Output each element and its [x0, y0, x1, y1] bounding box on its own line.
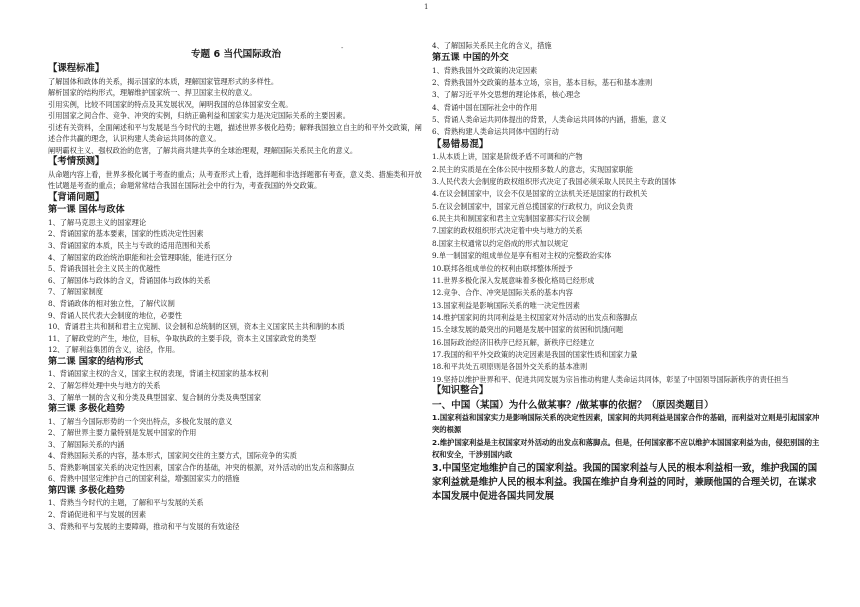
page-number: 1	[424, 3, 429, 11]
lesson-item: 2、了解怎样处理中央与地方的关系	[48, 380, 161, 390]
knowledge-question: 一、中国（某国）为什么做某事？/做某事的依据？（原因类题目）	[432, 399, 714, 411]
lesson-item: 2、背诵国家的基本要素，国家的性质决定性因素	[48, 229, 204, 239]
mistake-item: 3.人民代表大会制度的政权组织形式决定了我国必须采取人民民主专政的国体	[432, 177, 677, 187]
lesson-item: 5、背熟影响国家关系的决定性因素，国家合作的基础，冲突的根源，对外活动的出发点和落脚点	[48, 462, 355, 472]
lesson-item: 3、背诵国家的本质，民主与专政的适用范围和关系	[48, 240, 211, 250]
mistake-item: 10.联邦各组成单位的权利由联邦整体所授予	[432, 263, 573, 273]
lesson-item: 12、了解利益集团的含义，途径，作用。	[48, 345, 180, 355]
lesson-heading: 第四课 多极化趋势	[48, 485, 125, 497]
exam-forecast-text: 从命题内容上看，世界多极化属于考查的重点；从考查形式上看，选择题和非选择题都有考查，意义类、措施类和开放性试题是考查的重点；命题常常结合我国在国际社会中的行为，考查我国的外交政策。	[48, 169, 422, 191]
course-standard-heading: 【课程标准】	[48, 63, 105, 74]
lesson-item: 11、了解政党的产生，地位，目标，争取执政的主要手段，资本主义国家政党的类型	[48, 333, 316, 343]
exam-forecast-heading: 【考情预测】	[48, 156, 105, 168]
lesson-item: 6、了解国体与政体的含义，背诵国体与政体的关系	[48, 275, 211, 285]
mistake-item: 8.国家主权通常以约定俗成的形式加以规定	[432, 238, 569, 248]
lesson-item: 4、了解国家的政治统治职能和社会管理职能，能进行区分	[48, 252, 233, 262]
lesson-item: 1、背熟我国外交政策的决定因素	[432, 65, 538, 75]
mistake-item: 9.单一制国家的组成单位是享有相对主权的完整政治实体	[432, 251, 612, 261]
lesson-heading: 第三课 多极化趋势	[48, 403, 125, 415]
mistake-item: 15.全球发展的最突出的问题是发展中国家的贫困和饥饿问题	[432, 325, 624, 335]
mistake-item: 16.国际政治经济旧秩序已经瓦解，新秩序已经建立	[432, 337, 595, 347]
standard-line: 了解国体和政体的关系，揭示国家的本质，理解国家管理形式的多样性。	[48, 76, 279, 86]
lesson-item: 9、背诵人民代表大会制度的地位，必要性	[48, 310, 182, 320]
knowledge-point: 2.维护国家利益是主权国家对外活动的出发点和落脚点。但是，任何国家都不应以维护本国国家利益为由，侵犯别国的主权和安全，干涉别国内政	[432, 437, 820, 460]
lesson-item: 4、了解国际关系民主化的含义，措施	[432, 41, 552, 50]
course-standard-list	[48, 76, 424, 157]
lesson-item: 2、背诵促进和平与发展的因素	[48, 510, 147, 520]
mistake-item: 12.竞争、合作、冲突是国际关系的基本内容	[432, 288, 573, 298]
lesson-item: 1、背诵国家主权的含义，国家主权的表现，背诵主权国家的基本权利	[48, 369, 269, 379]
lesson-item: 3、了解国际关系的内涵	[48, 439, 125, 449]
lesson-item: 1、了解当今国际形势的一个突出特点，多极化发展的意义	[48, 416, 233, 426]
document-title: 专题 6 当代国际政治	[190, 49, 282, 60]
lesson-item: 6、背熟构建人类命运共同体中国的行动	[432, 127, 559, 137]
standard-line: 引述有关资料，全面阐述和平与发展是当今时代的主题，描述世界多极化趋势；解释我国独立自主的和平外交政策，阐述合作共赢的理念，认识构建人类命运共同体的意义。	[48, 122, 422, 144]
lesson-item: 3、了解习近平外交思想的理论体系，核心理念	[432, 90, 581, 100]
mistake-item: 4.在议会制国家中，议会不仅是国家的立法机关还是国家的行政机关	[432, 189, 648, 199]
mistake-item: 17.我国的和平外交政策的决定因素是我国的国家性质和国家力量	[432, 349, 638, 359]
mistake-item: 7.国家的政权组织形式决定着中央与地方的关系	[432, 226, 583, 236]
mistake-item: 6.民主共和制国家和君主立宪制国家都实行议会制	[432, 214, 590, 224]
lesson-item: 5、背诵人类命运共同体提出的背景，人类命运共同体的内涵，措施，意义	[432, 115, 667, 125]
lesson-item: 1、背熟当今时代的主题，了解和平与发展的关系	[48, 498, 204, 508]
lesson-heading: 第一课 国体与政体	[48, 204, 125, 216]
lesson-item: 4、背熟国际关系的内容，基本形式，国家间交往的主要方式，国际竞争的实质	[48, 451, 297, 461]
recite-heading: 【背诵问题】	[48, 191, 105, 203]
mistake-item: 1.从本质上讲，国家是阶级矛盾不可调和的产物	[432, 152, 583, 162]
knowledge-heading: 【知识整合】	[432, 385, 489, 396]
right-column	[432, 40, 822, 504]
lesson-item: 4、背诵中国在国际社会中的作用	[432, 102, 538, 112]
lesson-item: 6、背熟中国坚定维护自己的国家利益，增强国家实力的措施	[48, 474, 240, 484]
lesson-item: 3、背熟和平与发展的主要障碍，推动和平与发展的有效途径	[48, 521, 240, 531]
standard-line: 引用实例，比较不同国家的特点及其发展状况，阐明我国的总体国家安全观。	[48, 99, 293, 109]
lesson-item: 5、背诵我国社会主义民主的优越性	[48, 264, 161, 274]
mistake-item: 18.和平共处五项原则是各国外交关系的基本准则	[432, 362, 588, 372]
standard-line: 阐明霸权主义、强权政治的危害，了解共商共建共享的全球治理观，理解国际关系民主化的意义。	[48, 145, 358, 155]
mistakes-heading: 【易错易混】	[432, 138, 489, 150]
mistake-item: 19.坚持以维护世界和平、促进共同发展为宗旨推动构建人类命运共同体，彰显了中国领导国际新秩序的责任担当	[432, 374, 789, 384]
lesson-item: 1、了解马克思主义的国家理论	[48, 217, 147, 227]
knowledge-point: 3.中国坚定地维护自己的国家利益。我国的国家利益与人民的根本利益相一致，维护我国的国家利益就是维护人民的根本利益。我国在维护自身利益的同时，兼顾他国的合理关切，在谋求本国发展中促进各国共同发展	[432, 462, 818, 502]
lesson-heading: 第五课 中国的外交	[432, 52, 509, 64]
mistake-item: 14.维护国家间的共同利益是主权国家对外活动的出发点和落脚点	[432, 312, 638, 322]
left-column	[48, 40, 424, 532]
knowledge-point: 1.国家利益和国家实力是影响国际关系的决定性因素，国家间的共同利益是国家合作的基础，而利益对立则是引起国家冲突的根源	[432, 412, 820, 435]
lesson-item: 2、背熟我国外交政策的基本立场，宗旨，基本目标，基石和基本准则	[432, 78, 653, 88]
page-marker: -	[341, 44, 344, 52]
standard-line: 解析国家的结构形式，理解维护国家统一、捍卫国家主权的意义。	[48, 88, 257, 98]
mistake-item: 2.民主的实质是在全体公民中按照多数人的意志，实现国家职能	[432, 164, 633, 174]
lesson-item: 2、了解世界主要力量特别是发展中国家的作用	[48, 428, 197, 438]
mistake-item: 5.在议会制国家中，国家元首总揽国家的行政权力，向议会负责	[432, 201, 633, 211]
lesson-item: 7、了解国家制度	[48, 287, 103, 297]
lesson-item: 3、了解单一制的含义和分类及典型国家、复合制的分类及典型国家	[48, 392, 262, 402]
lesson-item: 8、背诵政体的相对独立性，了解代议制	[48, 298, 175, 308]
mistake-item: 11.世界多极化深入发展意味着多极化格局已经形成	[432, 275, 595, 285]
mistake-item: 13.国家利益是影响国际关系的唯一决定性因素	[432, 300, 580, 310]
standard-line: 引用国家之间合作、竞争、冲突的实例，归纳正确利益和国家实力是决定国际关系的主要因素。	[48, 111, 350, 121]
lesson-heading: 第二课 国家的结构形式	[48, 355, 144, 367]
lesson-item: 10、背诵君主共和制和君主立宪制、议会制和总统制的区别，资本主义国家民主共和制的本质	[48, 322, 345, 332]
